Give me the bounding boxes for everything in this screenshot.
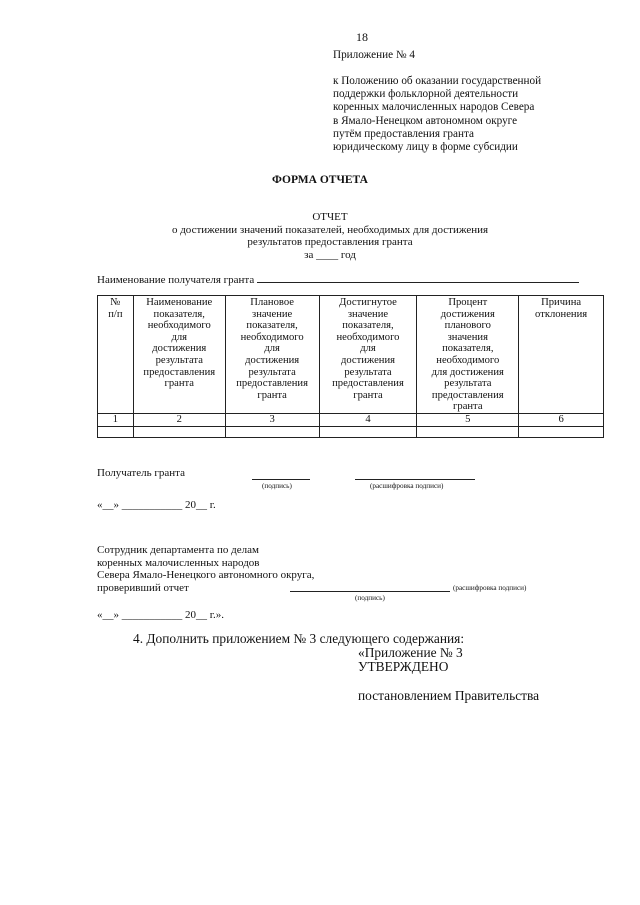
column-number: 6 xyxy=(519,413,604,426)
appendix-line: к Положению об оказании государственной xyxy=(333,75,542,87)
table-cell[interactable] xyxy=(519,426,604,437)
column-number: 2 xyxy=(133,413,225,426)
employee-signature-line[interactable] xyxy=(290,591,450,592)
appendix-line: поддержки фольклорной деятельности xyxy=(333,88,519,101)
appendix-line: юридическому лицу в форме субсидии xyxy=(333,141,518,154)
column-number: 3 xyxy=(225,413,319,426)
report-subtitle-line: результатов предоставления гранта xyxy=(247,236,413,249)
recipient-label: Наименование получателя гранта xyxy=(97,274,255,286)
appendix-line: в Ямало-Ненецком автономном округе xyxy=(333,114,518,127)
recipient-name-field[interactable] xyxy=(257,273,579,283)
employee-sign-caption: (подпись) xyxy=(355,594,385,602)
appendix-title: Приложение № 4 xyxy=(333,49,415,61)
recipient-signature-label: Получатель гранта xyxy=(97,467,185,479)
header-text: № п/п xyxy=(108,297,123,320)
indicators-table xyxy=(97,295,604,438)
header-cell-achieved-value xyxy=(319,296,417,414)
employee-line: Сотрудник департамента по делам xyxy=(97,544,259,556)
appendix-line: путём предоставления гранта xyxy=(333,127,474,140)
amendment-text: 4. Дополнить приложением № 3 следующего содержания: xyxy=(133,631,465,646)
approved-label: УТВЕРЖДЕНО xyxy=(358,659,449,674)
column-number: 1 xyxy=(98,413,134,426)
report-year-line: за ____ год xyxy=(304,248,356,261)
signature-decode-line[interactable] xyxy=(355,479,475,480)
table-cell[interactable] xyxy=(225,426,319,437)
decree-label: постановлением Правительства xyxy=(358,688,540,703)
recipient-date-line: «__» ___________ 20__ г. xyxy=(97,499,216,511)
decode-caption: (расшифровка подписи) xyxy=(370,482,444,490)
employee-decode-caption: (расшифровка подписи) xyxy=(453,584,527,592)
employee-line: Севера Ямало-Ненецкого автономного округа, xyxy=(97,569,315,582)
page-number: 18 xyxy=(356,30,368,44)
header-text: Процент достижения планового значения показателя, необходимого для достижения результата предоставления гранта xyxy=(431,297,504,413)
employee-date-line: «__» ___________ 20__ г.». xyxy=(97,609,225,621)
employee-line: коренных малочисленных народов xyxy=(97,556,260,569)
header-text: Достигнутое значение показателя, необходимого для достижения результата предоставления гранта xyxy=(332,297,404,401)
recipient-name-row xyxy=(97,273,579,286)
column-number: 4 xyxy=(319,413,417,426)
header-cell-number xyxy=(98,296,134,414)
employee-block xyxy=(97,544,314,594)
employee-line: проверивший отчет xyxy=(97,581,189,594)
table-row xyxy=(98,426,604,437)
header-text: Наименование показателя, необходимого для достижения результата предоставления гранта xyxy=(143,297,216,390)
header-cell-reason xyxy=(519,296,604,414)
header-text: Причина отклонения xyxy=(535,297,588,320)
form-title: ФОРМА ОТЧЕТА xyxy=(272,174,368,186)
table-number-row xyxy=(98,413,604,426)
header-cell-planned-value xyxy=(225,296,319,414)
table-header-row xyxy=(98,296,604,414)
appendix-text xyxy=(333,75,541,154)
table-cell[interactable] xyxy=(133,426,225,437)
report-subtitle-line: о достижении значений показателей, необходимых для достижения xyxy=(171,223,489,236)
table-cell[interactable] xyxy=(319,426,417,437)
report-heading: ОТЧЕТ xyxy=(312,211,348,223)
header-cell-percent xyxy=(417,296,519,414)
column-number: 5 xyxy=(417,413,519,426)
header-text: Плановое значение показателя, необходимого для достижения результата предоставления гранта xyxy=(236,297,308,401)
report-heading-block xyxy=(100,211,560,261)
header-cell-indicator-name xyxy=(133,296,225,414)
table-cell[interactable] xyxy=(417,426,519,437)
amendment-appendix: «Приложение № 3 xyxy=(358,645,463,660)
sign-caption: (подпись) xyxy=(262,482,292,490)
table-cell[interactable] xyxy=(98,426,134,437)
signature-line[interactable] xyxy=(252,479,310,480)
appendix-line: коренных малочисленных народов Севера xyxy=(333,101,535,114)
